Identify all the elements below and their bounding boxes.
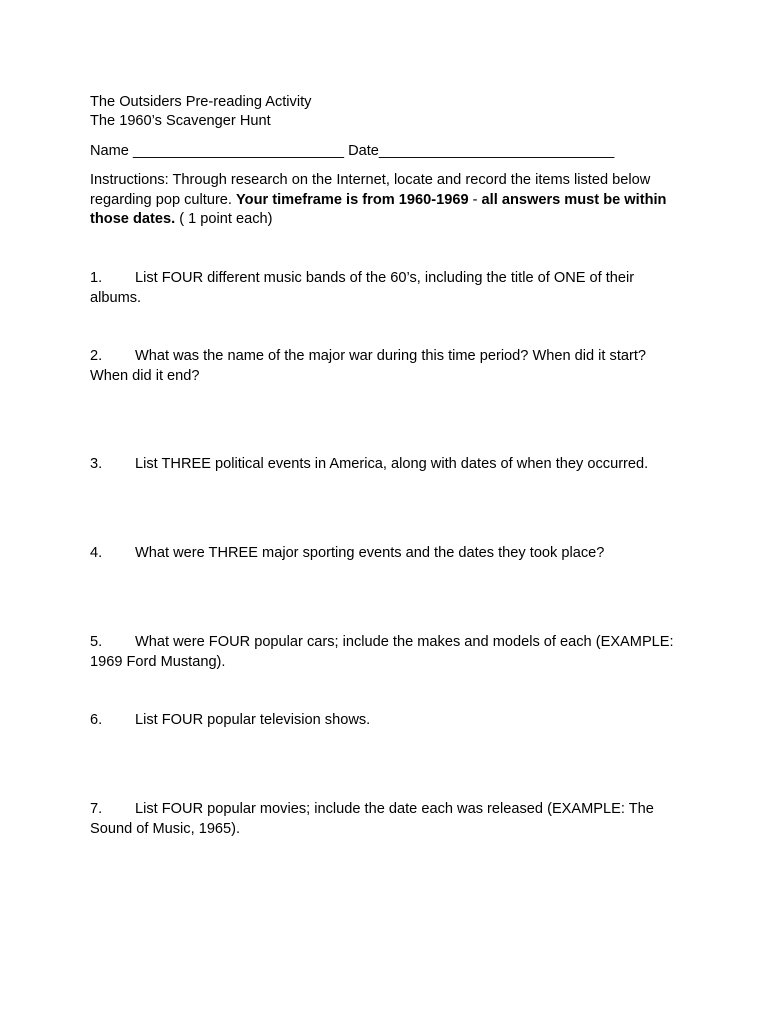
instructions-timeframe: Your timeframe is from 1960-1969 xyxy=(236,191,469,208)
question-number: 1. xyxy=(90,270,103,286)
instructions-points: ( 1 point each) xyxy=(175,211,273,227)
question-text: What was the name of the major war during this time period? When did it start? When did it end? xyxy=(90,348,647,384)
question-3 xyxy=(90,455,680,475)
question-text: What were THREE major sporting events and the dates they took place? xyxy=(135,545,605,561)
document-subtitle: The 1960’s Scavenger Hunt xyxy=(90,113,271,129)
question-text: List THREE political events in America, along with dates of when they occurred. xyxy=(135,456,649,472)
question-5 xyxy=(90,633,680,672)
question-number: 2. xyxy=(90,348,103,364)
instructions xyxy=(90,171,680,230)
question-1 xyxy=(90,269,680,308)
instructions-separator: - xyxy=(468,191,482,208)
question-number: 5. xyxy=(90,634,103,650)
question-text: List FOUR different music bands of the 60’s, including the title of ONE of their albums. xyxy=(90,270,635,306)
question-6 xyxy=(90,711,680,731)
question-7 xyxy=(90,800,680,839)
question-number: 6. xyxy=(90,712,103,728)
name-date-line: Name __________________________ Date_____________________________ xyxy=(90,143,615,159)
question-4 xyxy=(90,544,680,564)
question-text: What were FOUR popular cars; include the makes and models of each (EXAMPLE: 1969 Ford Mustang). xyxy=(90,634,674,670)
instructions-lead: Instructions: Through research on the Internet, locate and record the items listed below regarding pop culture. xyxy=(90,172,651,208)
document-title: The Outsiders Pre-reading Activity xyxy=(90,94,312,110)
question-number: 7. xyxy=(90,801,103,817)
question-text: List FOUR popular television shows. xyxy=(135,712,371,728)
question-text: List FOUR popular movies; include the date each was released (EXAMPLE: The Sound of Music, 1965). xyxy=(90,801,654,837)
instructions-dates-note: all answers must be within those dates. xyxy=(90,191,667,227)
question-2 xyxy=(90,347,680,386)
question-number: 3. xyxy=(90,456,103,472)
question-number: 4. xyxy=(90,545,103,561)
